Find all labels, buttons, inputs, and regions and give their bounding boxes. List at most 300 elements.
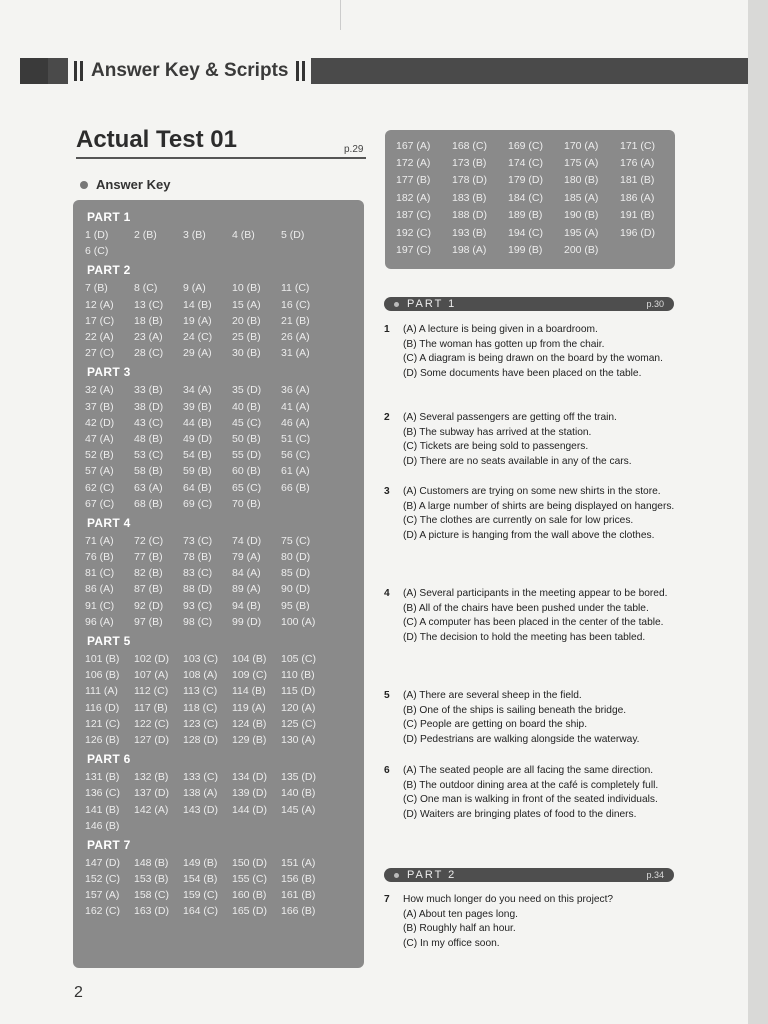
answer-cell: 21 (B) (281, 314, 310, 327)
answer-option: (A) A lecture is being given in a boardroom. (403, 324, 598, 335)
question-number: 5 (384, 690, 390, 701)
answer-cell: 3 (B) (183, 229, 206, 242)
answer-cell: 44 (B) (183, 416, 212, 429)
answer-key-box-continued (385, 130, 675, 269)
answer-row (73, 382, 364, 398)
answer-cell: 169 (C) (508, 139, 544, 152)
answer-option: (A) Several participants in the meeting appear to be bored. (403, 588, 668, 599)
answer-row (73, 280, 364, 296)
answer-cell: 40 (B) (232, 400, 261, 413)
answer-cell: 95 (B) (281, 599, 310, 612)
answer-cell: 6 (C) (85, 245, 109, 258)
answer-cell: 4 (B) (232, 229, 255, 242)
answer-cell: 197 (C) (396, 244, 432, 257)
script-question (384, 587, 684, 645)
answer-cell: 136 (C) (85, 787, 121, 800)
answer-cell: 15 (A) (232, 298, 261, 311)
answer-cell: 116 (D) (85, 701, 120, 714)
answer-cell: 94 (B) (232, 599, 261, 612)
answer-cell: 81 (C) (85, 567, 115, 580)
answer-cell: 90 (D) (281, 583, 311, 596)
answer-cell: 168 (C) (452, 139, 488, 152)
question-number: 7 (384, 894, 390, 905)
answer-row (73, 903, 364, 919)
answer-option: (D) Pedestrians are walking alongside the waterway. (403, 733, 640, 745)
answer-row (73, 479, 364, 495)
answer-cell: 68 (B) (134, 497, 163, 510)
answer-row (385, 137, 675, 154)
answer-cell: 54 (B) (183, 449, 212, 462)
answer-cell: 170 (A) (564, 139, 599, 152)
answer-cell: 195 (A) (564, 226, 599, 239)
answer-cell: 112 (C) (134, 685, 169, 698)
answer-cell: 75 (C) (281, 534, 311, 547)
answer-option: (B) The subway has arrived at the station. (403, 426, 592, 438)
answer-cell: 69 (C) (183, 497, 213, 510)
answer-cell: 156 (B) (281, 873, 316, 886)
answer-option: (B) All of the chairs have been pushed under the table. (403, 602, 649, 614)
script-question (384, 764, 684, 822)
answer-cell: 74 (D) (232, 534, 262, 547)
answer-cell: 154 (B) (183, 873, 218, 886)
answer-option: (C) A diagram is being drawn on the board by the woman. (403, 353, 663, 364)
answer-cell: 57 (A) (85, 465, 114, 478)
answer-cell: 91 (C) (85, 599, 115, 612)
answer-option: (A) About ten pages long. (403, 908, 518, 920)
answer-cell: 199 (B) (508, 244, 543, 257)
answer-option: (B) A large number of shirts are being displayed on hangers. (403, 500, 675, 512)
answer-cell: 183 (B) (452, 191, 487, 204)
answer-option: (A) Customers are trying on some new shirts in the store. (403, 486, 661, 497)
answer-cell: 192 (C) (396, 226, 432, 239)
answer-row (73, 598, 364, 614)
answer-row (73, 243, 364, 259)
answer-cell: 35 (D) (232, 384, 262, 397)
answer-option: (A) The seated people are all facing the same direction. (403, 765, 654, 776)
answer-cell: 113 (C) (183, 685, 218, 698)
answer-row (73, 732, 364, 748)
answer-cell: 110 (B) (281, 669, 315, 682)
answer-row (73, 801, 364, 817)
answer-key-part-heading: PART 4 (87, 515, 131, 530)
answer-option: (C) People are getting on board the ship. (403, 719, 588, 730)
bullet-icon (80, 181, 88, 189)
page-title: Actual Test 01 (76, 126, 237, 153)
answer-row (385, 224, 675, 241)
answer-cell: 123 (C) (183, 717, 219, 730)
answer-cell: 176 (A) (620, 157, 655, 170)
answer-cell: 2 (B) (134, 229, 157, 242)
banner-bars-icon (296, 61, 305, 81)
answer-row (385, 172, 675, 189)
answer-cell: 47 (A) (85, 432, 114, 445)
answer-cell: 182 (A) (396, 191, 431, 204)
answer-cell: 53 (C) (134, 449, 164, 462)
answer-cell: 163 (D) (134, 905, 170, 918)
answer-row (73, 227, 364, 243)
answer-cell: 130 (A) (281, 733, 316, 746)
bullet-icon (394, 873, 399, 878)
answer-cell: 63 (A) (134, 481, 163, 494)
answer-row (73, 855, 364, 871)
answer-cell: 61 (A) (281, 465, 310, 478)
answer-option: (C) In my office soon. (403, 937, 500, 949)
answer-cell: 42 (D) (85, 416, 115, 429)
answer-option: (D) A picture is hanging from the wall above the clothes. (403, 529, 655, 541)
answer-cell: 25 (B) (232, 331, 261, 344)
answer-key-part-heading: PART 7 (87, 837, 131, 852)
answer-cell: 82 (B) (134, 567, 163, 580)
answer-cell: 1 (D) (85, 229, 109, 242)
answer-cell: 83 (C) (183, 567, 213, 580)
answer-cell: 58 (B) (134, 465, 163, 478)
answer-key-heading (80, 177, 170, 192)
answer-cell: 126 (B) (85, 733, 120, 746)
banner-label (68, 58, 311, 84)
answer-cell: 73 (C) (183, 534, 213, 547)
answer-cell: 38 (D) (134, 400, 164, 413)
part-name: PART 2 (407, 869, 457, 881)
banner-bars-icon (74, 61, 83, 81)
answer-option: (D) The decision to hold the meeting has been tabled. (403, 631, 646, 643)
answer-cell: 138 (A) (183, 787, 218, 800)
answer-cell: 66 (B) (281, 481, 310, 494)
answer-option: (A) Several passengers are getting off the train. (403, 412, 617, 423)
answer-cell: 36 (A) (281, 384, 310, 397)
answer-cell: 49 (D) (183, 432, 213, 445)
answer-cell: 186 (A) (620, 191, 655, 204)
answer-cell: 43 (C) (134, 416, 164, 429)
answer-cell: 13 (C) (134, 298, 164, 311)
answer-cell: 111 (A) (85, 685, 118, 698)
page-reference: p.29 (344, 144, 364, 155)
answer-cell: 24 (C) (183, 331, 213, 344)
answer-cell: 103 (C) (183, 653, 219, 666)
answer-key-label: Answer Key (96, 177, 171, 192)
answer-cell: 104 (B) (232, 653, 267, 666)
answer-cell: 155 (C) (232, 873, 268, 886)
answer-row (73, 716, 364, 732)
answer-option: How much longer do you need on this project? (403, 894, 614, 905)
answer-row (73, 818, 364, 834)
answer-cell: 28 (C) (134, 347, 164, 360)
answer-cell: 39 (B) (183, 400, 212, 413)
answer-row (73, 415, 364, 431)
answer-cell: 32 (A) (85, 384, 114, 397)
answer-cell: 85 (D) (281, 567, 311, 580)
answer-cell: 131 (B) (85, 771, 120, 784)
answer-row (73, 871, 364, 887)
answer-row (385, 189, 675, 206)
answer-cell: 187 (C) (396, 209, 432, 222)
answer-row (73, 785, 364, 801)
answer-row (73, 683, 364, 699)
answer-cell: 76 (B) (85, 551, 114, 564)
answer-key-part-heading: PART 3 (87, 365, 131, 380)
answer-cell: 167 (A) (396, 139, 431, 152)
answer-row (73, 667, 364, 683)
answer-row (73, 496, 364, 512)
page-edge (748, 0, 768, 1024)
answer-cell: 173 (B) (452, 157, 487, 170)
answer-key-part-heading: PART 5 (87, 633, 131, 648)
answer-cell: 140 (B) (281, 787, 316, 800)
answer-cell: 65 (C) (232, 481, 262, 494)
answer-cell: 51 (C) (281, 432, 311, 445)
answer-cell: 115 (D) (281, 685, 316, 698)
answer-cell: 149 (B) (183, 856, 218, 869)
answer-cell: 56 (C) (281, 449, 311, 462)
title-divider (76, 157, 366, 159)
answer-cell: 52 (B) (85, 449, 114, 462)
answer-cell: 108 (A) (183, 669, 218, 682)
answer-cell: 41 (A) (281, 400, 310, 413)
answer-option: (B) The outdoor dining area at the café is completely full. (403, 779, 659, 791)
answer-cell: 12 (A) (85, 298, 114, 311)
answer-cell: 107 (A) (134, 669, 169, 682)
answer-cell: 17 (C) (85, 314, 115, 327)
answer-cell: 177 (B) (396, 174, 431, 187)
answer-cell: 30 (B) (232, 347, 261, 360)
answer-cell: 72 (C) (134, 534, 164, 547)
answer-cell: 164 (C) (183, 905, 219, 918)
answer-cell: 86 (A) (85, 583, 114, 596)
answer-cell: 55 (D) (232, 449, 262, 462)
answer-cell: 129 (B) (232, 733, 267, 746)
answer-row (73, 651, 364, 667)
answer-cell: 9 (A) (183, 282, 206, 295)
answer-cell: 71 (A) (85, 534, 114, 547)
answer-cell: 50 (B) (232, 432, 261, 445)
answer-row (73, 533, 364, 549)
page-reference: p.30 (646, 299, 664, 309)
answer-cell: 92 (D) (134, 599, 164, 612)
answer-cell: 152 (C) (85, 873, 121, 886)
script-question (384, 485, 684, 543)
answer-row (73, 769, 364, 785)
answer-row (73, 565, 364, 581)
answer-option: (D) Some documents have been placed on the table. (403, 367, 642, 379)
answer-row (73, 297, 364, 313)
answer-option: (D) There are no seats available in any of the cars. (403, 455, 632, 467)
answer-cell: 102 (D) (134, 653, 170, 666)
answer-cell: 160 (B) (232, 889, 267, 902)
answer-option: (A) There are several sheep in the field. (403, 690, 582, 701)
answer-cell: 34 (A) (183, 384, 212, 397)
answer-cell: 178 (D) (452, 174, 488, 187)
answer-cell: 77 (B) (134, 551, 163, 564)
answer-cell: 121 (C) (85, 717, 121, 730)
question-number: 4 (384, 588, 390, 599)
answer-cell: 185 (A) (564, 191, 599, 204)
answer-row (73, 700, 364, 716)
answer-cell: 146 (B) (85, 819, 120, 832)
banner-block (20, 58, 48, 84)
answer-cell: 162 (C) (85, 905, 121, 918)
question-number: 1 (384, 324, 390, 335)
answer-row (73, 581, 364, 597)
answer-row (73, 463, 364, 479)
answer-cell: 16 (C) (281, 298, 311, 311)
answer-option: (C) Tickets are being sold to passengers. (403, 441, 589, 452)
answer-row (385, 207, 675, 224)
banner-title: Answer Key & Scripts (91, 60, 289, 81)
answer-option: (B) The woman has gotten up from the chair. (403, 338, 605, 350)
answer-cell: 150 (D) (232, 856, 268, 869)
answer-cell: 148 (B) (134, 856, 169, 869)
answer-cell: 196 (D) (620, 226, 656, 239)
answer-cell: 62 (C) (85, 481, 115, 494)
answer-cell: 98 (C) (183, 615, 213, 628)
answer-cell: 109 (C) (232, 669, 268, 682)
answer-cell: 194 (C) (508, 226, 544, 239)
part-name: PART 1 (407, 298, 457, 310)
answer-cell: 172 (A) (396, 157, 431, 170)
answer-cell: 174 (C) (508, 157, 544, 170)
answer-cell: 10 (B) (232, 282, 261, 295)
answer-cell: 175 (A) (564, 157, 599, 170)
answer-cell: 93 (C) (183, 599, 213, 612)
answer-cell: 139 (D) (232, 787, 268, 800)
answer-cell: 193 (B) (452, 226, 487, 239)
part2-script-header (384, 868, 674, 882)
answer-cell: 70 (B) (232, 497, 261, 510)
answer-row (73, 399, 364, 415)
answer-cell: 100 (A) (281, 615, 316, 628)
answer-cell: 87 (B) (134, 583, 163, 596)
answer-row (73, 447, 364, 463)
bullet-icon (394, 302, 399, 307)
answer-cell: 143 (D) (183, 803, 219, 816)
question-number: 6 (384, 765, 390, 776)
answer-cell: 8 (C) (134, 282, 158, 295)
answer-cell: 179 (D) (508, 174, 544, 187)
answer-cell: 127 (D) (134, 733, 170, 746)
answer-cell: 67 (C) (85, 497, 115, 510)
answer-cell: 79 (A) (232, 551, 261, 564)
answer-cell: 144 (D) (232, 803, 268, 816)
answer-cell: 189 (B) (508, 209, 543, 222)
answer-cell: 14 (B) (183, 298, 212, 311)
answer-cell: 22 (A) (85, 331, 114, 344)
part1-script-header (384, 297, 674, 311)
section-banner (20, 58, 750, 84)
answer-key-box (73, 200, 364, 968)
answer-cell: 117 (B) (134, 701, 168, 714)
answer-cell: 84 (A) (232, 567, 261, 580)
answer-key-part-heading: PART 2 (87, 263, 131, 278)
answer-cell: 45 (C) (232, 416, 262, 429)
script-question (384, 893, 684, 951)
answer-cell: 60 (B) (232, 465, 261, 478)
script-question (384, 689, 684, 747)
answer-cell: 20 (B) (232, 314, 261, 327)
page-number: 2 (74, 984, 83, 1001)
question-number: 2 (384, 412, 390, 423)
answer-cell: 7 (B) (85, 282, 108, 295)
answer-row (385, 241, 675, 258)
answer-cell: 29 (A) (183, 347, 212, 360)
answer-cell: 19 (A) (183, 314, 212, 327)
answer-cell: 198 (A) (452, 244, 487, 257)
answer-cell: 18 (B) (134, 314, 163, 327)
answer-cell: 181 (B) (620, 174, 655, 187)
answer-cell: 11 (C) (281, 282, 310, 295)
answer-row (73, 614, 364, 630)
answer-cell: 134 (D) (232, 771, 268, 784)
answer-cell: 119 (A) (232, 701, 266, 714)
answer-cell: 114 (B) (232, 685, 266, 698)
answer-cell: 122 (C) (134, 717, 170, 730)
answer-cell: 124 (B) (232, 717, 267, 730)
answer-cell: 5 (D) (281, 229, 305, 242)
page-fold-line (340, 0, 341, 30)
answer-cell: 165 (D) (232, 905, 268, 918)
page-reference: p.34 (646, 870, 664, 880)
answer-cell: 151 (A) (281, 856, 316, 869)
answer-cell: 142 (A) (134, 803, 169, 816)
answer-cell: 46 (A) (281, 416, 310, 429)
answer-key-part-heading: PART 6 (87, 752, 131, 767)
answer-option: (B) Roughly half an hour. (403, 923, 516, 934)
answer-cell: 166 (B) (281, 905, 316, 918)
answer-cell: 23 (A) (134, 331, 163, 344)
answer-cell: 145 (A) (281, 803, 316, 816)
answer-cell: 80 (D) (281, 551, 311, 564)
answer-cell: 159 (C) (183, 889, 219, 902)
answer-cell: 147 (D) (85, 856, 121, 869)
answer-cell: 171 (C) (620, 139, 656, 152)
answer-cell: 96 (A) (85, 615, 114, 628)
question-number: 3 (384, 486, 390, 497)
answer-row (73, 313, 364, 329)
answer-cell: 184 (C) (508, 191, 544, 204)
answer-row (73, 345, 364, 361)
answer-row (73, 887, 364, 903)
answer-cell: 118 (C) (183, 701, 218, 714)
script-question (384, 411, 684, 469)
answer-cell: 89 (A) (232, 583, 261, 596)
answer-cell: 161 (B) (281, 889, 316, 902)
answer-cell: 191 (B) (620, 209, 655, 222)
answer-cell: 137 (D) (134, 787, 170, 800)
answer-cell: 64 (B) (183, 481, 212, 494)
answer-cell: 37 (B) (85, 400, 114, 413)
answer-option: (C) The clothes are currently on sale for low prices. (403, 515, 634, 526)
script-question (384, 323, 684, 381)
answer-cell: 105 (C) (281, 653, 317, 666)
answer-cell: 33 (B) (134, 384, 163, 397)
answer-cell: 26 (A) (281, 331, 310, 344)
answer-cell: 59 (B) (183, 465, 212, 478)
answer-option: (D) Waiters are bringing plates of food to the diners. (403, 808, 637, 820)
answer-row (73, 431, 364, 447)
answer-cell: 133 (C) (183, 771, 219, 784)
answer-cell: 125 (C) (281, 717, 317, 730)
answer-cell: 78 (B) (183, 551, 212, 564)
answer-cell: 180 (B) (564, 174, 599, 187)
answer-row (73, 329, 364, 345)
answer-option: (B) One of the ships is sailing beneath the bridge. (403, 704, 627, 716)
answer-cell: 120 (A) (281, 701, 316, 714)
answer-cell: 99 (D) (232, 615, 262, 628)
answer-cell: 157 (A) (85, 889, 120, 902)
answer-cell: 132 (B) (134, 771, 169, 784)
answer-cell: 141 (B) (85, 803, 120, 816)
answer-option: (C) One man is walking in front of the seated individuals. (403, 794, 658, 805)
answer-cell: 88 (D) (183, 583, 213, 596)
answer-cell: 97 (B) (134, 615, 163, 628)
